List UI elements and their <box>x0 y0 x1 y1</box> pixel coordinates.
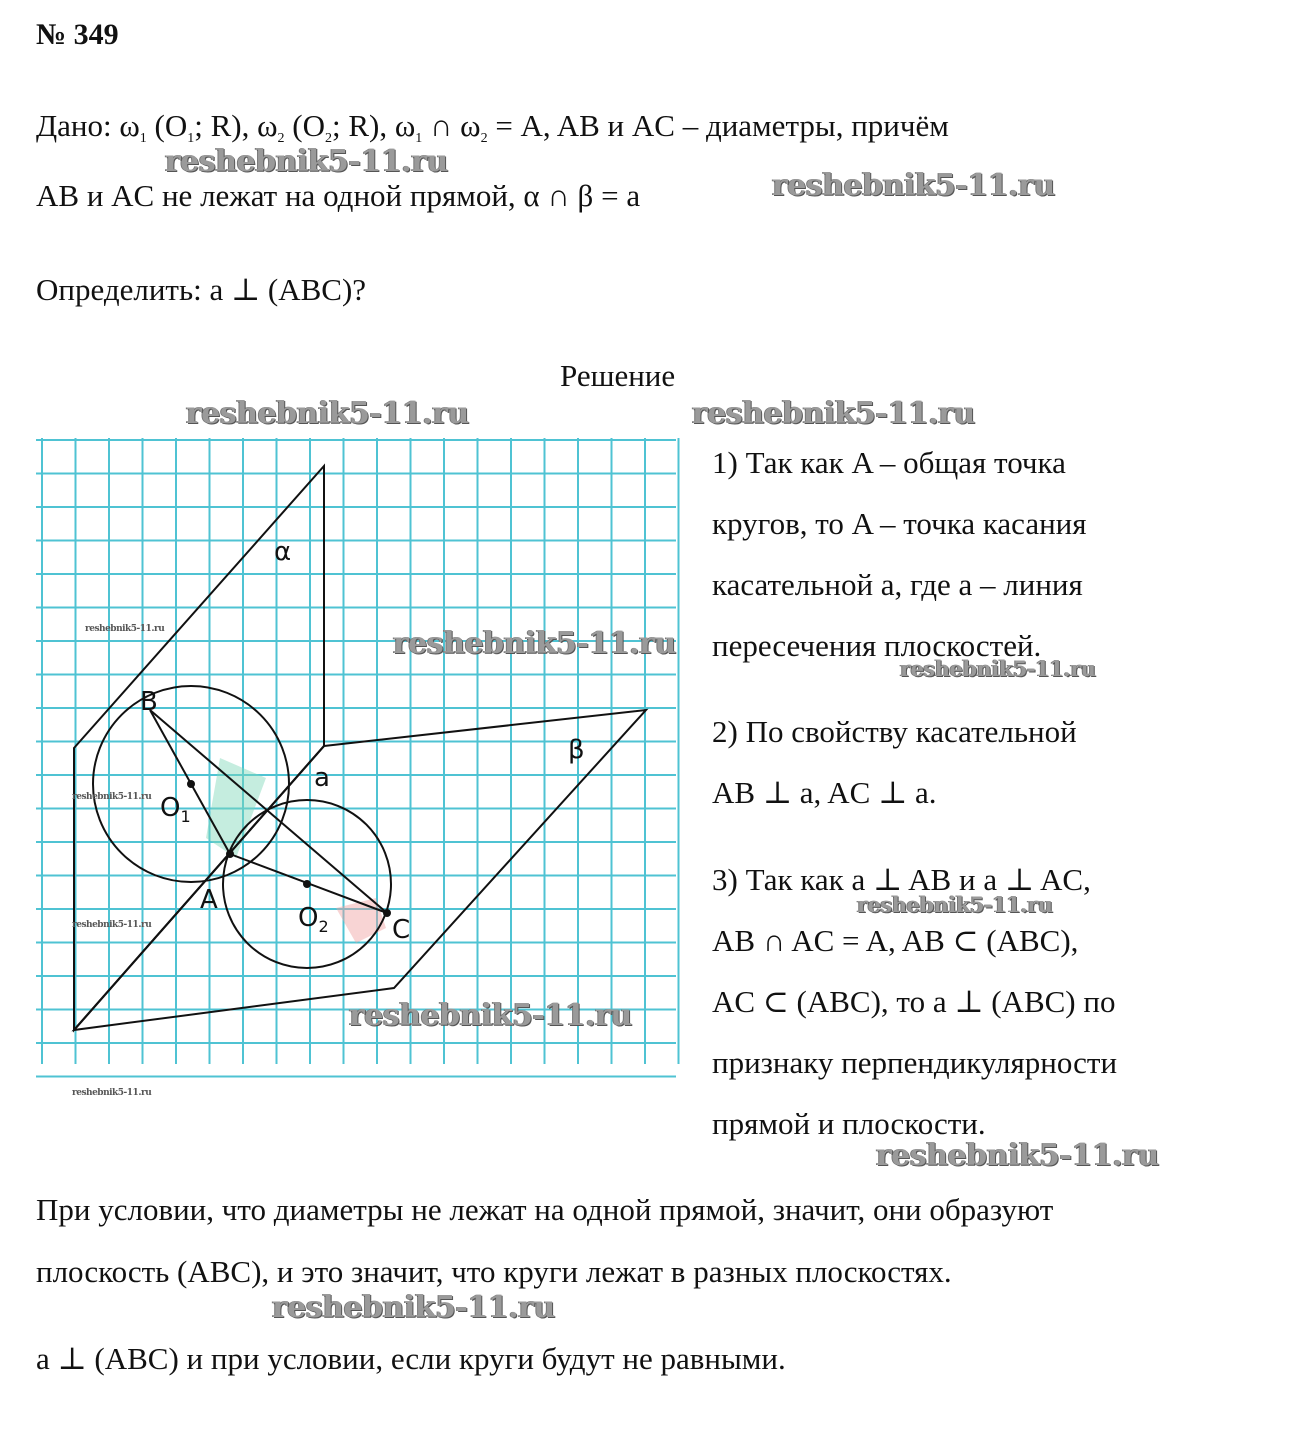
omega-4-index: 2 <box>480 131 488 146</box>
omega-2-index: 2 <box>277 131 285 146</box>
label-O2-index: 2 <box>318 917 329 936</box>
plane-beta <box>74 710 646 1030</box>
label-O2-letter: O <box>298 903 319 933</box>
omega-3: ω <box>394 108 416 143</box>
line-a <box>74 746 324 1030</box>
watermark: reshebnik5-11.ru <box>165 144 448 179</box>
label-C: C <box>392 915 411 945</box>
point-A <box>226 850 234 858</box>
point-C <box>383 909 391 917</box>
circle-2-open: (O <box>284 108 325 143</box>
watermark: reshebnik5-11.ru <box>692 396 975 431</box>
geometry-figure <box>36 438 686 1078</box>
watermark: reshebnik5-11.ru <box>85 624 165 634</box>
intersection-symbol: ∩ <box>422 108 461 143</box>
step-line-4: пересечения плоскостей. <box>712 628 1042 663</box>
label-O1-index: 1 <box>180 807 191 826</box>
label-beta: β <box>568 735 585 765</box>
omega-1-index: 1 <box>139 131 147 146</box>
label-O1 <box>160 793 191 826</box>
conclusion-line-3: a ⊥ (ABC) и при условии, если круги будут не равными. <box>36 1341 786 1376</box>
omega-2: ω <box>257 108 278 143</box>
watermark: reshebnik5-11.ru <box>349 998 632 1033</box>
watermark: reshebnik5-11.ru <box>857 892 1053 917</box>
step-line-8: AB ∩ AC = A, AB ⊂ (ABC), <box>712 923 1079 958</box>
question: Определить: a ⊥ (ABC)? <box>36 272 367 307</box>
label-B: B <box>140 687 158 717</box>
watermark: reshebnik5-11.ru <box>876 1138 1159 1173</box>
circle-1-close: ; R), <box>194 108 258 143</box>
label-alpha: α <box>274 537 292 567</box>
circle-2-close: ; R), <box>331 108 395 143</box>
watermark: reshebnik5-11.ru <box>72 1088 152 1098</box>
label-O1-letter: O <box>160 793 181 823</box>
watermark: reshebnik5-11.ru <box>72 792 152 802</box>
given-line-2: AB и AC не лежат на одной прямой, α ∩ β = a <box>36 178 641 213</box>
point-O2 <box>303 880 311 888</box>
step-line-9: AC ⊂ (ABC), то a ⊥ (ABC) по <box>712 984 1116 1019</box>
watermark: reshebnik5-11.ru <box>272 1290 555 1325</box>
given-prefix: Дано: <box>36 108 120 143</box>
step-line-6: AB ⊥ a, AC ⊥ a. <box>712 775 937 810</box>
problem-number: № 349 <box>36 18 119 51</box>
omega-3-index: 1 <box>415 131 423 146</box>
given-tail: = A, AB и AC – диаметры, причём <box>487 108 949 143</box>
point-O1 <box>187 780 195 788</box>
watermark: reshebnik5-11.ru <box>393 626 676 661</box>
label-O2 <box>298 903 329 936</box>
circle-1-open: (O <box>146 108 188 143</box>
step-line-7: 3) Так как a ⊥ AB и a ⊥ AC, <box>712 862 1091 897</box>
watermark: reshebnik5-11.ru <box>186 396 469 431</box>
step-line-11: прямой и плоскости. <box>712 1106 986 1141</box>
step-line-2: кругов, то A – точка касания <box>712 506 1087 541</box>
step-line-1: 1) Так как A – общая точка <box>712 445 1066 480</box>
step-line-3: касательной a, где a – линия <box>712 567 1083 602</box>
solution-title: Решение <box>560 358 676 393</box>
conclusion-line-2: плоскость (ABC), и это значит, что круги лежат в разных плоскостях. <box>36 1254 952 1289</box>
omega-1: ω <box>119 108 140 143</box>
conclusion-line-1: При условии, что диаметры не лежат на одной прямой, значит, они образуют <box>36 1192 1054 1227</box>
watermark: reshebnik5-11.ru <box>900 656 1096 681</box>
watermark: reshebnik5-11.ru <box>772 168 1055 203</box>
watermark: reshebnik5-11.ru <box>72 920 152 930</box>
step-line-10: признаку перпендикулярности <box>712 1045 1118 1080</box>
label-line-a: a <box>314 763 330 793</box>
label-A: A <box>200 885 218 915</box>
circle-2-index: 2 <box>324 131 332 146</box>
circle-1-index: 1 <box>187 131 195 146</box>
omega-4: ω <box>460 108 481 143</box>
step-line-5: 2) По свойству касательной <box>712 714 1077 749</box>
